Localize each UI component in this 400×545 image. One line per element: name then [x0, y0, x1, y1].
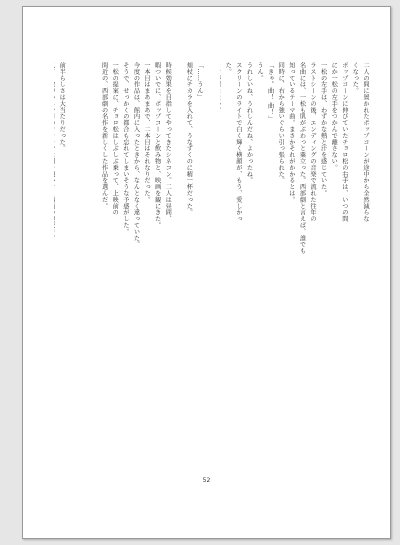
right-text-column: 二人の間に置かれたポップコーンが途中から全然減らな くなった。 ポップコーンに伸びていたチョロ松の右手は、いつの間 にか一松の左手をつかんで離さない。 一松の左手は、わずかな熱と汗を感じていた。 ラストシーンの後、エンディングの音楽で流れた往年の 名曲には、一松も肌がぶわっと粟立った。西部劇と言えば、誰でも 知っているテーマ曲。まさかそれがかかるとは。 同時に、右から強いぐらい引っ張られた。 「きゃ。曲！ 曲！」 うん。 うれしいね、うれしんだね、よかったね。 スクリーンのライトで白く輝く横顔が、もう、愛しかっ た。: [224, 62, 369, 254]
page-number: 52: [202, 477, 211, 484]
book-page: [22, 6, 391, 539]
left-text-column: 「……うん」 頬杖にチカラを入れて、うなずくのに精一杯だった。 時候効果を目指してやってきたシネコン。二人は昼間、 暇ついでに、ポップコーンと飲み物と、映画を観にきた。 一本目はまあまあで、二本目はそれなりだった。 今度の作品は、館内に入ったときから、なんとなく違っていた。 そうで、せっかくの都合も忘れてしまいそうな予感がした。 一松の提案に、チョロ松はしぶしぶ乗って、上映前の 間近の、西部劇の名作を新しくした作品を選んだ。 前半らしさは大当たりだった。: [58, 62, 203, 248]
